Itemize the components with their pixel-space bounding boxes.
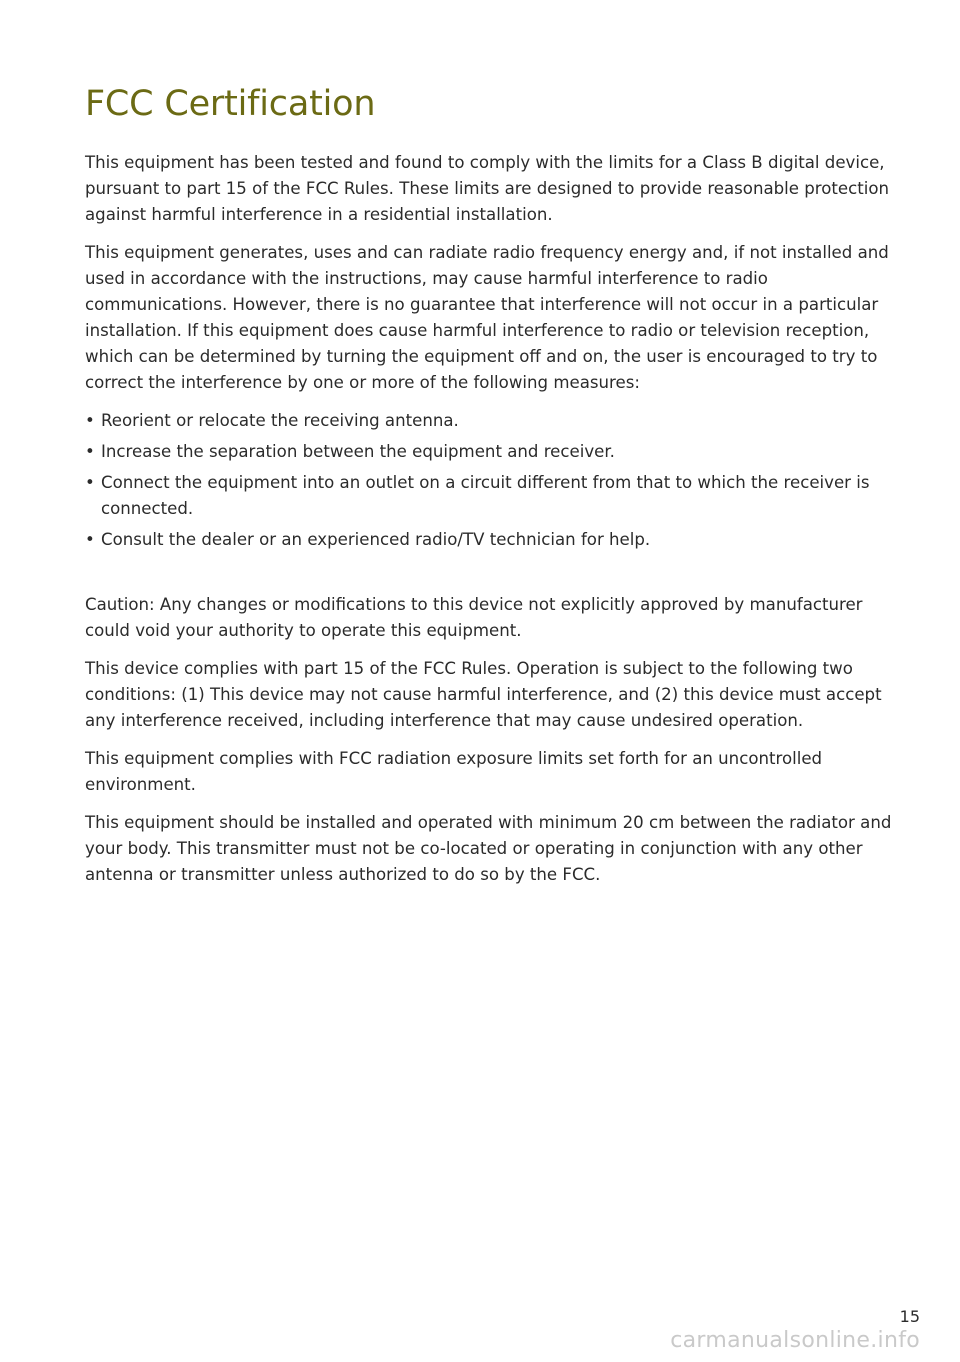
caution-paragraph: Caution: Any changes or modifications to this device not explicitly approved by manufacturer could void your authority to operate this equipment. [85, 595, 863, 640]
part15-paragraph: This device complies with part 15 of the FCC Rules. Operation is subject to the following two conditions: (1) This device may not cause harmful interference, and (2) this device must accept any interference received, including interference that may cause undesired operation. [85, 659, 882, 730]
section-spacer [85, 565, 900, 592]
bullet-icon: • [85, 442, 95, 461]
bullet-icon: • [85, 530, 95, 549]
measures-list [85, 408, 900, 553]
list-item-text: Reorient or relocate the receiving antenna. [101, 411, 459, 430]
list-item [85, 439, 900, 465]
list-item-text: Connect the equipment into an outlet on a circuit different from that to which the receiver is connected. [101, 473, 870, 518]
list-item [85, 527, 900, 553]
radiation-exposure-paragraph: This equipment complies with FCC radiation exposure limits set forth for an uncontrolled environment. [85, 749, 823, 794]
list-item [85, 470, 900, 522]
page-title: FCC Certification [85, 84, 376, 124]
document-body [85, 150, 900, 900]
list-item-text: Consult the dealer or an experienced radio/TV technician for help. [101, 530, 651, 549]
list-item [85, 408, 900, 434]
page-number: 15 [899, 1307, 920, 1326]
watermark: carmanualsonline.info [670, 1328, 920, 1353]
bullet-icon: • [85, 411, 95, 430]
bullet-icon: • [85, 473, 95, 492]
intro-paragraph: This equipment has been tested and found to comply with the limits for a Class B digital device, pursuant to part 15 of the FCC Rules. These limits are designed to provide reasonable protection against harmful interference in a residential installation. [85, 153, 890, 224]
interference-paragraph: This equipment generates, uses and can radiate radio frequency energy and, if not installed and used in accordance with the instructions, may cause harmful interference to radio communications. However, there is no guarantee that interference will not occur in a particular installation. If this equipment does cause harmful interference to radio or television reception, which can be determined by turning the equipment off and on, the user is encouraged to try to correct the interference by one or more of the following measures: [85, 243, 889, 392]
separation-distance-paragraph: This equipment should be installed and operated with minimum 20 cm between the radiator and your body. This transmitter must not be co-located or operating in conjunction with any other antenna or transmitter unless authorized to do so by the FCC. [85, 813, 892, 884]
list-item-text: Increase the separation between the equipment and receiver. [101, 442, 615, 461]
